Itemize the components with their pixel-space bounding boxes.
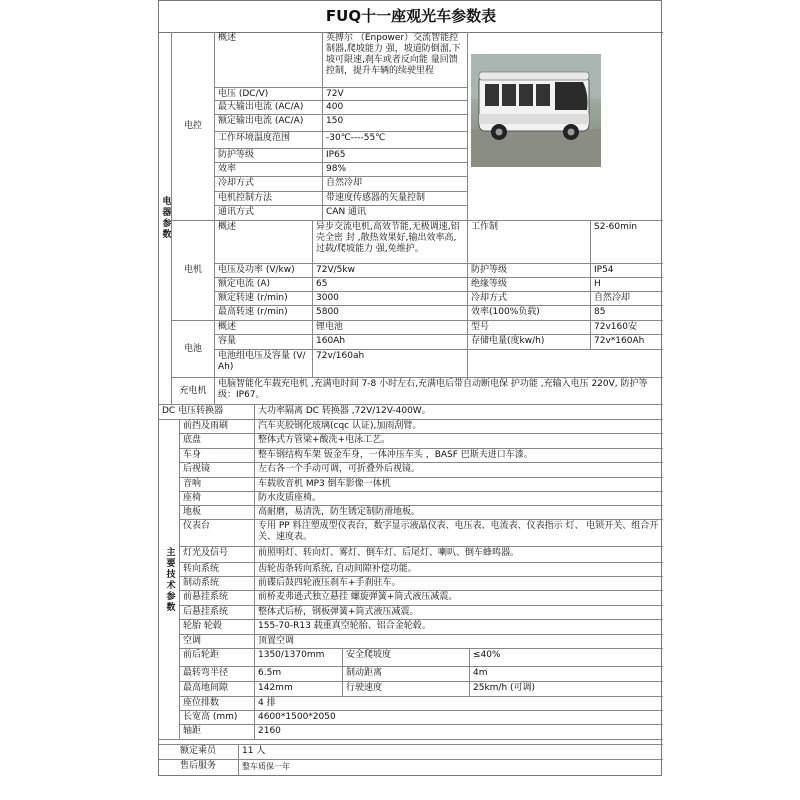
tech-row-value: 整体式方管梁+酸洗+电泳工艺。 (255, 434, 663, 449)
motor-row-name2: 绝缘等级 (468, 278, 591, 292)
tech-row-name: 前悬挂系统 (180, 591, 255, 606)
tech-pair-name: 最高地间隙 (180, 682, 255, 697)
tech-row-value: 专用 PP 料注塑成型仪表台，数字显示液晶仪表、电压表、电流表、仪表指示 灯、 电锁开关、组合开关、速度表。 (255, 520, 663, 547)
tech-row-value: 前碟后鼓四轮液压刹车+手刹驻车。 (255, 577, 663, 591)
tech-row-value: 155-70-R13 载重真空轮胎、铝合金轮毂。 (255, 620, 663, 635)
electrical-section-label: 电器参数 (159, 32, 172, 405)
page-title: FUQ十一座观光车参数表 (159, 1, 663, 33)
battery-row-value2: 72v*160Ah (591, 335, 663, 350)
motor-row-value: 72V/5kw (313, 264, 468, 278)
motor-row-value2: IP54 (591, 264, 663, 278)
controller-row-value: 带速度传感器的矢量控制 (323, 192, 468, 206)
charger-label: 充电机 (172, 378, 215, 405)
battery-row-name2: 型号 (468, 321, 591, 335)
motor-row-name: 额定转速 (r/min) (215, 292, 313, 306)
footer-row-name: 售后服务 (159, 760, 239, 775)
battery-row-name: 概述 (215, 321, 313, 335)
motor-row-value: 5800 (313, 306, 468, 321)
motor-row-name2: 效率(100%负载) (468, 306, 591, 321)
tech-pair-name2: 行驶速度 (343, 682, 470, 697)
tech-section-label: 主要技术参数 (159, 420, 180, 740)
tech-row-name: 音响 (180, 478, 255, 492)
tech-row-name: 地板 (180, 506, 255, 520)
tech-tail-value: 2160 (255, 725, 663, 740)
controller-row-value: 72V (323, 88, 468, 101)
motor-row-value2: 85 (591, 306, 663, 321)
controller-row-name: 防护等级 (215, 149, 323, 163)
tech-row-name: 转向系统 (180, 563, 255, 577)
controller-row-value: CAN 通讯 (323, 206, 468, 221)
battery-label: 电池 (172, 321, 215, 378)
controller-row-name: 概述 (215, 32, 323, 88)
dcdc-value: 大功率隔离 DC 转换器 ,72V/12V-400W。 (255, 405, 663, 420)
tech-tail-value: 4 排 (255, 697, 663, 711)
tech-row-name: 底盘 (180, 434, 255, 449)
tech-row-value: 前照明灯、转向灯、雾灯、倒车灯、后尾灯、喇叭、倒车蜂鸣器。 (255, 547, 663, 563)
tech-tail-name: 长宽高 (mm) (180, 711, 255, 725)
tech-pair-value2: 25km/h (可调) (470, 682, 663, 697)
controller-row-name: 通讯方式 (215, 206, 323, 221)
controller-row-name: 冷却方式 (215, 177, 323, 192)
controller-row-value: 98% (323, 163, 468, 177)
controller-row-value: 英搏尔 （Enpower）交流智能控制器,爬坡能力 强，坡道防倒溜,下坡可限速,刹车或者反向能 量回馈控制，提升车辆的续驶里程 (323, 32, 468, 88)
tech-row-value: 整车钢结构车架 钣金车身，一体冲压车头 ，BASF 巴斯夫进口车漆。 (255, 449, 663, 463)
sightseeing-car-image (471, 54, 601, 167)
tech-pair-name: 前后轮距 (180, 649, 255, 667)
motor-row-value2: S2-60min (591, 221, 663, 264)
battery-row-value: 160Ah (313, 335, 468, 350)
footer-row-value: 11 人 (239, 745, 663, 760)
battery-row-value: 72v/160ah (313, 350, 468, 378)
motor-row-value2: H (591, 278, 663, 292)
tech-row-name: 后视镜 (180, 463, 255, 478)
tech-row-value: 齿轮齿条转向系统, 自动间隙补偿功能。 (255, 563, 663, 577)
controller-row-name: 工作环境温度范围 (215, 132, 323, 149)
tech-tail-name: 座位排数 (180, 697, 255, 711)
tech-row-value: 左右各一个手动可调，可折叠外后视镜。 (255, 463, 663, 478)
tech-row-name: 灯光及信号 (180, 547, 255, 563)
motor-row-value: 65 (313, 278, 468, 292)
tech-row-value: 防水皮质座椅。 (255, 492, 663, 506)
motor-row-name2: 防护等级 (468, 264, 591, 278)
footer-row-name: 额定乘员 (159, 745, 239, 760)
tech-row-name: 车身 (180, 449, 255, 463)
footer-row-value: 整车质保一年 (242, 762, 290, 771)
tech-row-name: 轮胎 轮毂 (180, 620, 255, 635)
tech-row-name: 制动系统 (180, 577, 255, 591)
tech-row-value: 前桥麦弗逊式独立悬挂 螺旋弹簧+筒式液压减震。 (255, 591, 663, 606)
tech-row-value: 高耐磨，易清洗，防生锈定制防滑地板。 (255, 506, 663, 520)
controller-row-value: IP65 (323, 149, 468, 163)
controller-row-name: 电机控制方法 (215, 192, 323, 206)
tech-row-name: 座椅 (180, 492, 255, 506)
tech-row-value: 顶置空调 (255, 635, 663, 649)
vehicle-photo (471, 54, 601, 167)
battery-empty-cell (468, 350, 663, 378)
charger-value: 电脑智能化车载充电机 ,充满电时间 7-8 小时左右,充满电后带自动断电保 护功能 ,充输入电压 220V, 防护等级：IP67。 (215, 378, 663, 405)
battery-row-name: 容量 (215, 335, 313, 350)
battery-row-name: 电池组电压及容量 (V/Ah) (215, 350, 313, 378)
tech-row-name: 空调 (180, 635, 255, 649)
motor-row-value: 异步交流电机,高效节能,无极调速,铝壳全密 封 ,散热效果好,输出效率高,过载/爬坡能力 强,免维护。 (313, 221, 468, 264)
motor-row-name2: 冷却方式 (468, 292, 591, 306)
tech-pair-value: 1350/1370mm (255, 649, 343, 667)
motor-row-value2: 自然冷却 (591, 292, 663, 306)
controller-label: 电控 (172, 32, 215, 221)
controller-row-name: 最大输出电流 (AC/A) (215, 101, 323, 115)
motor-row-name2: 工作制 (468, 221, 591, 264)
controller-row-value: 150 (323, 115, 468, 132)
controller-row-value: 自然冷却 (323, 177, 468, 192)
tech-row-name: 前挡及雨刷 (180, 420, 255, 434)
battery-row-name2: 存储电量(度kw/h) (468, 335, 591, 350)
tech-row-name: 后悬挂系统 (180, 606, 255, 620)
motor-row-value: 3000 (313, 292, 468, 306)
controller-row-name: 额定输出电流 (AC/A) (215, 115, 323, 132)
motor-row-name: 电压及功率 (V/kw) (215, 264, 313, 278)
controller-row-value: -30℃----55℃ (323, 132, 468, 149)
spec-sheet (158, 0, 662, 776)
tech-pair-value: 142mm (255, 682, 343, 697)
tech-pair-value2: ≤40% (470, 649, 663, 667)
tech-pair-name2: 安全爬坡度 (343, 649, 470, 667)
motor-row-name: 概述 (215, 221, 313, 264)
motor-row-name: 最高转速 (r/min) (215, 306, 313, 321)
dcdc-label: DC 电压转换器 (159, 405, 255, 420)
controller-row-value: 400 (323, 101, 468, 115)
tech-pair-name: 最转弯半径 (180, 667, 255, 682)
tech-row-value: 整体式后桥，钢板弹簧+筒式液压减震。 (255, 606, 663, 620)
controller-row-name: 电压 (DC/V) (215, 88, 323, 101)
battery-row-value: 锂电池 (313, 321, 468, 335)
controller-row-name: 效率 (215, 163, 323, 177)
motor-row-name: 额定电流 (A) (215, 278, 313, 292)
tech-tail-name: 轴距 (180, 725, 255, 740)
tech-row-value: 车载收音机 MP3 倒车影像一体机 (255, 478, 663, 492)
tech-tail-value: 4600*1500*2050 (255, 711, 663, 725)
tech-pair-name2: 制动距离 (343, 667, 470, 682)
tech-row-value: 汽车夹胶钢化玻璃(cqc 认证),加雨刮臂。 (255, 420, 663, 434)
tech-pair-value: 6.5m (255, 667, 343, 682)
battery-row-value2: 72v160安 (591, 321, 663, 335)
tech-pair-value2: 4m (470, 667, 663, 682)
motor-label: 电机 (172, 221, 215, 321)
tech-row-name: 仪表台 (180, 520, 255, 547)
